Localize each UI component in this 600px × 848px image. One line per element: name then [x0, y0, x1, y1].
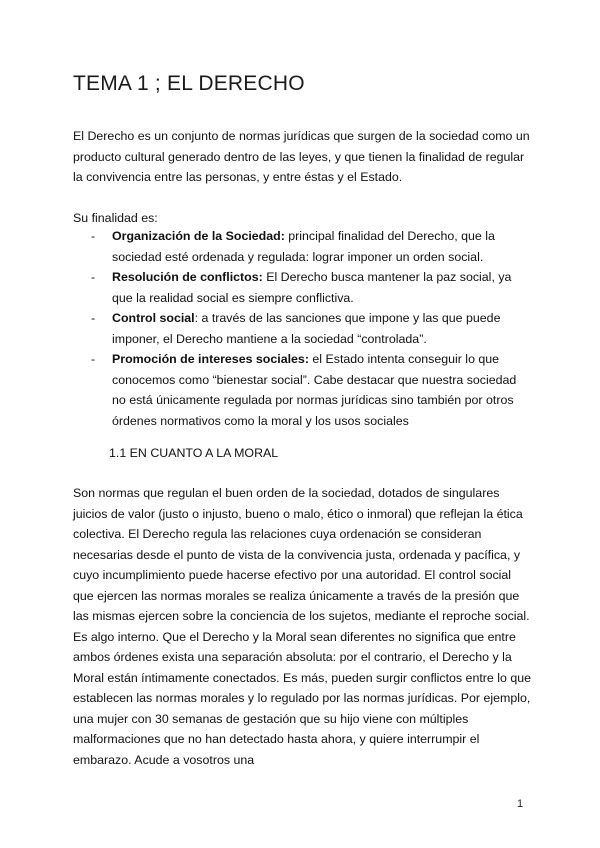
dash-bullet: -	[91, 311, 96, 325]
dash-bullet: -	[91, 229, 96, 243]
dash-bullet: -	[91, 270, 96, 284]
list-item	[73, 349, 533, 431]
section-heading: 1.1 EN CUANTO A LA MORAL	[109, 446, 279, 460]
list-item	[73, 267, 533, 308]
intro-paragraph: El Derecho es un conjunto de normas jurídicas que surgen de la sociedad como un producto cultural generado dentro de las leyes, y que tienen la finalidad de regular la convivencia entre las personas, y entre éstas y el Estado.	[73, 129, 530, 184]
page-number: 1	[517, 798, 524, 810]
list-item	[73, 226, 533, 267]
list-item-term: Organización de la Sociedad:	[112, 229, 285, 243]
list-item-text: principal finalidad del Derecho, que la sociedad esté ordenada y regulada: lograr imponer un orden social.	[112, 229, 495, 264]
list-item-term: Promoción de intereses sociales:	[112, 352, 309, 366]
list-item-term: Resolución de conflictos:	[112, 270, 263, 284]
list-item-text: : a través de las sanciones que impone y las que puede imponer, el Derecho mantiene a la sociedad “controlada”.	[112, 311, 501, 346]
list-item-text: el Estado intenta conseguir lo que conocemos como “bienestar social”. Cabe destacar que nuestra sociedad no está únicamente regulada por normas jurídicas sino también por otros órdenes normativos como la moral y los usos sociales	[112, 352, 517, 428]
list-item-term: Control social	[112, 311, 195, 325]
list-item-text: El Derecho busca mantener la paz social, ya que la realidad social es siempre conflictiva.	[112, 270, 512, 305]
page-title: TEMA 1 ; EL DERECHO	[73, 72, 305, 95]
moral-paragraph: Son normas que regulan el buen orden de la sociedad, dotados de singulares juicios de valor (justo o injusto, bueno o malo, ético o inmoral) que reflejan la ética colectiva. El Derecho regula las relaciones cuya ordenación se consideran necesarias desde el punto de vista de la convivencia justa, ordenada y pacífica, y cuyo incumplimiento puede hacerse efectivo por una autoridad. El control social que ejercen las normas morales se realiza únicamente a través de la presión que las mismas ejercen sobre la conciencia de los sujetos, mediante el reproche social. Es algo interno. Que el Derecho y la Moral sean diferentes no significa que entre ambos órdenes exista una separación absoluta: por el contrario, el Derecho y la Moral están íntimamente conectados. Es más, pueden surgir conflictos entre lo que establecen las normas morales y lo regulado por las normas jurídicas. Por ejemplo, una mujer con 30 semanas de gestación que su hijo viene con múltiples malformaciones que no han detectado hasta ahora, y quiere interrumpir el embarazo. Acude a vosotros una	[73, 486, 532, 767]
purpose-list	[73, 226, 533, 431]
list-item	[73, 308, 533, 349]
purpose-label: Su finalidad es:	[73, 211, 158, 225]
dash-bullet: -	[91, 352, 96, 366]
